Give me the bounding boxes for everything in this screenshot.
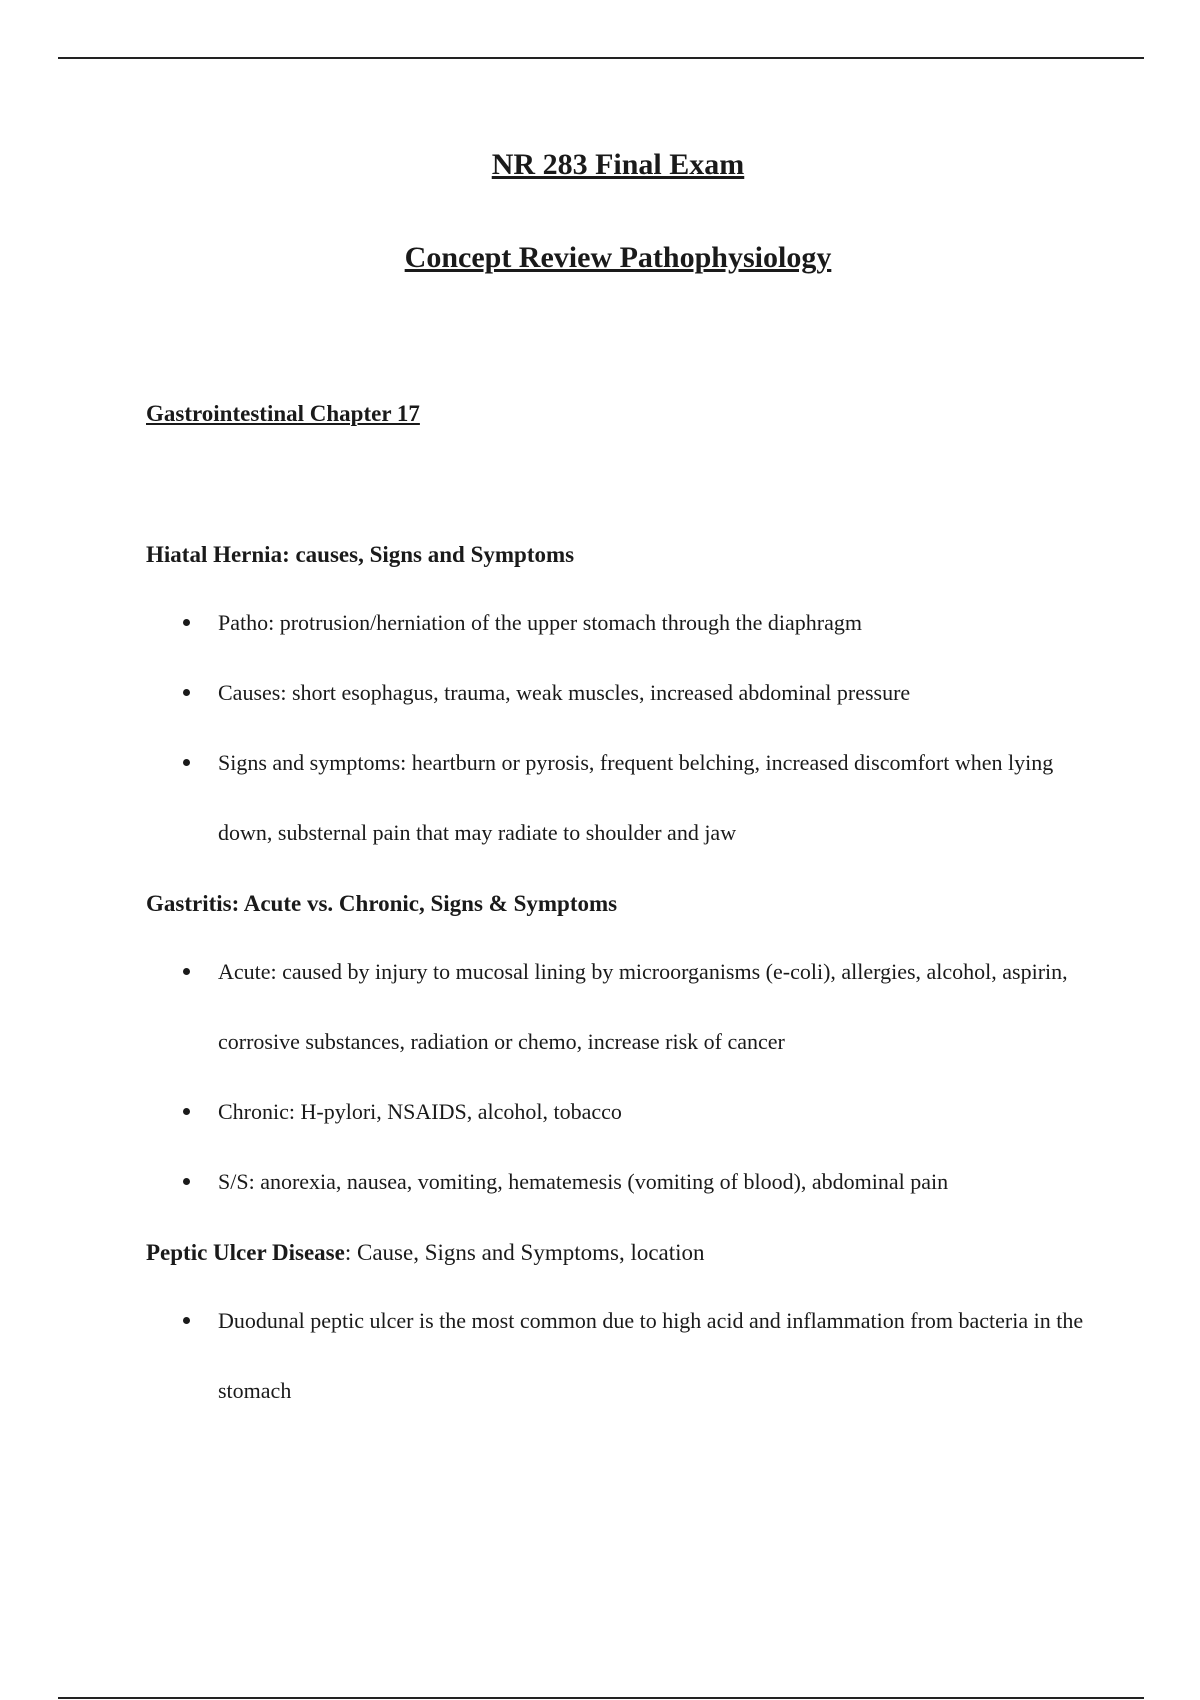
- list-item: Duodunal peptic ulcer is the most common due to high acid and inflammation from bacteria in the stomach: [146, 1286, 1096, 1426]
- bullet-icon: [183, 759, 190, 766]
- section-heading-text: Hiatal Hernia: causes, Signs and Symptoms: [146, 542, 575, 567]
- gastritis-list: [146, 937, 1096, 1217]
- section-heading-peptic-ulcer: [146, 1241, 705, 1264]
- top-rule: [58, 57, 1144, 59]
- list-item: Chronic: H-pylori, NSAIDS, alcohol, tobacco: [146, 1077, 1096, 1147]
- hiatal-hernia-list: [146, 588, 1096, 868]
- bullet-icon: [183, 619, 190, 626]
- list-item: Acute: caused by injury to mucosal lining by microorganisms (e-coli), allergies, alcohol, aspirin, corrosive substances, radiation or chemo, increase risk of cancer: [146, 937, 1096, 1077]
- bullet-icon: [183, 1108, 190, 1115]
- bullet-icon: [183, 689, 190, 696]
- section-heading-text: Gastritis: Acute vs. Chronic, Signs & Symptoms: [146, 891, 618, 916]
- list-item: Patho: protrusion/herniation of the upper stomach through the diaphragm: [146, 588, 1096, 658]
- section-heading-hiatal-hernia: [146, 543, 574, 566]
- section-heading-bold: Peptic Ulcer Disease: [146, 1240, 345, 1265]
- peptic-ulcer-list: [146, 1286, 1096, 1426]
- section-heading-rest: : Cause, Signs and Symptoms, location: [344, 1240, 705, 1265]
- bullet-icon: [183, 968, 190, 975]
- document-title: NR 283 Final Exam: [491, 148, 745, 181]
- list-item: S/S: anorexia, nausea, vomiting, hematemesis (vomiting of blood), abdominal pain: [146, 1147, 1096, 1217]
- list-item: Signs and symptoms: heartburn or pyrosis, frequent belching, increased discomfort when lying down, substernal pain that may radiate to shoulder and jaw: [146, 728, 1096, 868]
- bullet-icon: [183, 1317, 190, 1324]
- chapter-heading: Gastrointestinal Chapter 17: [146, 401, 420, 426]
- document-subtitle: Concept Review Pathophysiology: [404, 241, 832, 274]
- section-heading-gastritis: [146, 892, 617, 915]
- bullet-icon: [183, 1178, 190, 1185]
- list-item: Causes: short esophagus, trauma, weak muscles, increased abdominal pressure: [146, 658, 1096, 728]
- bottom-rule: [58, 1697, 1144, 1699]
